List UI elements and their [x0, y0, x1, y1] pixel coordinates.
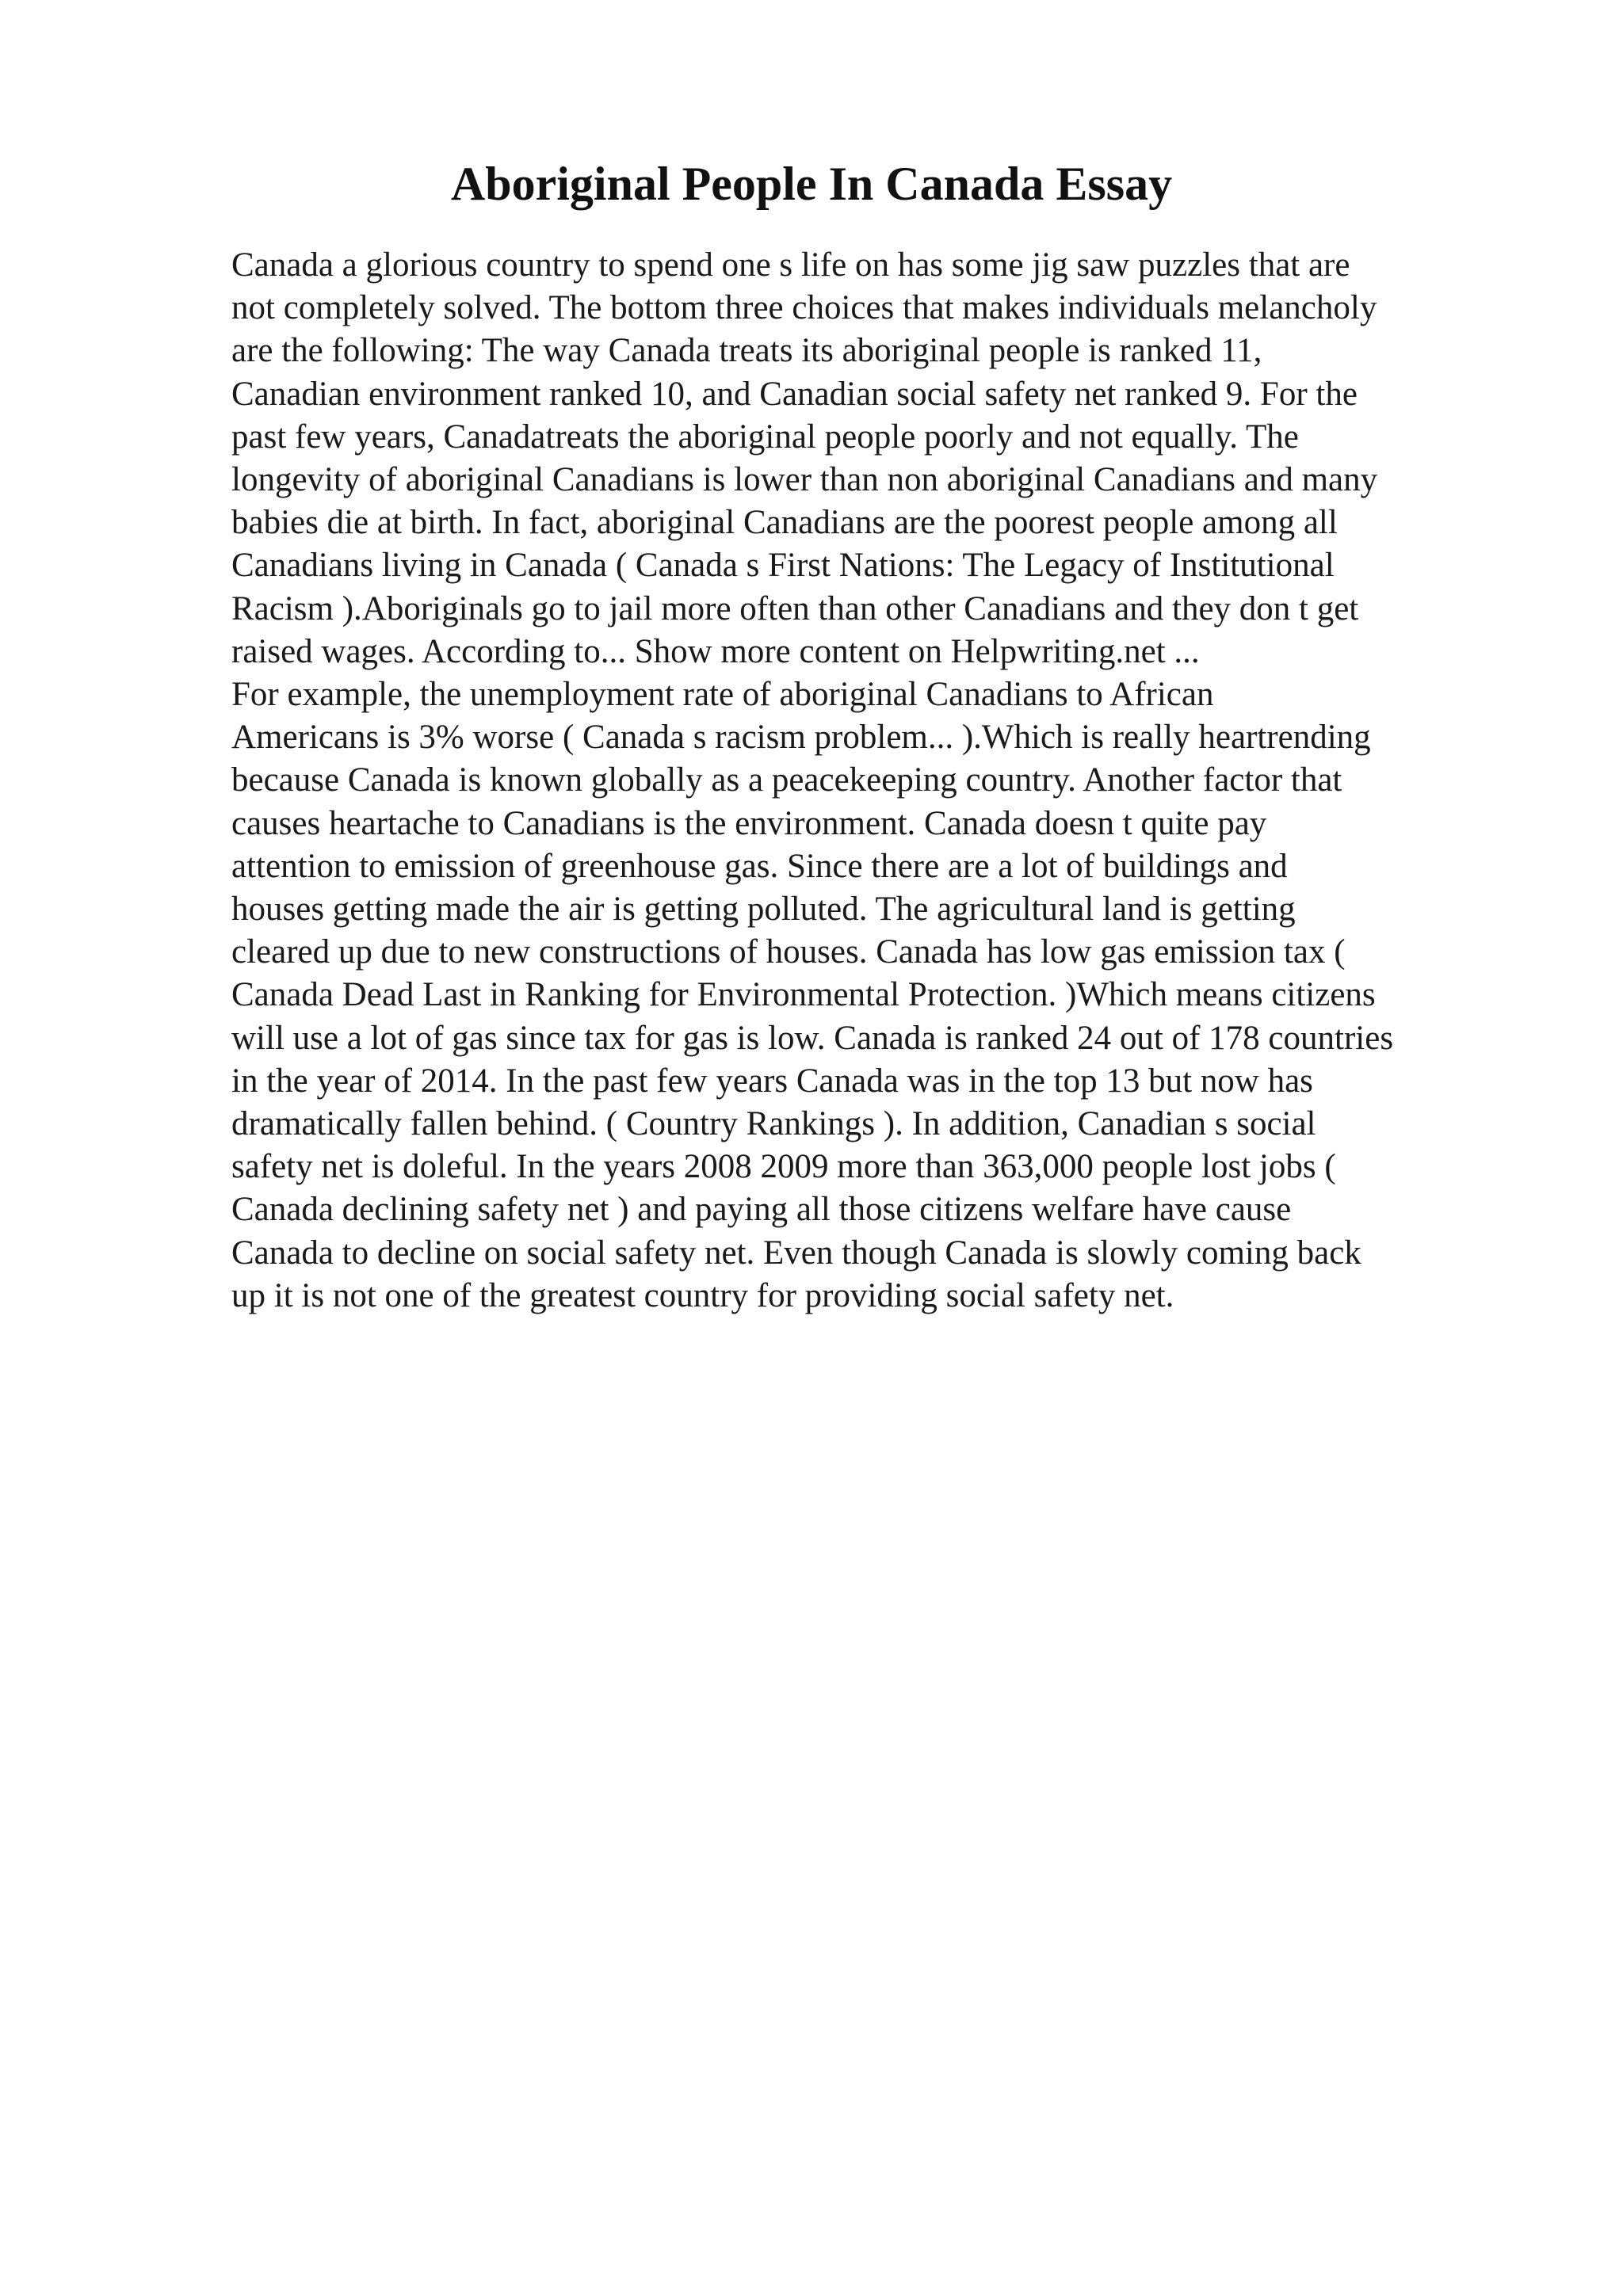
- text-line: houses getting made the air is getting polluted. The agricultural land is getting: [231, 891, 1296, 929]
- text-line: will use a lot of gas since tax for gas is low. Canada is ranked 24 out of 178 countries: [231, 1019, 1394, 1057]
- text-line: not completely solved. The bottom three choices that makes individuals melancholy: [231, 289, 1377, 327]
- text-line: in the year of 2014. In the past few years Canada was in the top 13 but now has: [231, 1062, 1313, 1100]
- text-line: because Canada is known globally as a peacekeeping country. Another factor that: [231, 761, 1342, 799]
- text-line: are the following: The way Canada treats its aboriginal people is ranked 11,: [231, 332, 1262, 370]
- text-line: For example, the unemployment rate of aboriginal Canadians to African: [231, 676, 1214, 714]
- text-line: safety net is doleful. In the years 2008 2009 more than 363,000 people lost jobs (: [231, 1148, 1336, 1186]
- text-line: causes heartache to Canadians is the environment. Canada doesn t quite pay: [231, 804, 1267, 842]
- text-line: past few years, Canadatreats the aboriginal people poorly and not equally. The: [231, 418, 1299, 456]
- text-line: babies die at birth. In fact, aboriginal Canadians are the poorest people among all: [231, 504, 1338, 542]
- text-line: longevity of aboriginal Canadians is lower than non aboriginal Canadians and many: [231, 461, 1378, 499]
- text-line: Americans is 3% worse ( Canada s racism problem... ).Which is really heartrending: [231, 719, 1371, 757]
- essay-body: [231, 244, 1515, 1318]
- text-line: Canada to decline on social safety net. Even though Canada is slowly coming back: [231, 1234, 1361, 1272]
- text-line: Canadian environment ranked 10, and Canadian social safety net ranked 9. For the: [231, 375, 1358, 413]
- text-line: Canada a glorious country to spend one s life on has some jig saw puzzles that are: [231, 246, 1350, 284]
- text-line: Canada Dead Last in Ranking for Environmental Protection. )Which means citizens: [231, 976, 1376, 1014]
- text-line: Canadians living in Canada ( Canada s First Nations: The Legacy of Institutional: [231, 547, 1335, 585]
- text-line: attention to emission of greenhouse gas. Since there are a lot of buildings and: [231, 847, 1288, 885]
- text-line: raised wages. According to... Show more content on Helpwriting.net ...: [231, 632, 1200, 670]
- text-line: cleared up due to new constructions of houses. Canada has low gas emission tax (: [231, 933, 1346, 971]
- document-title: Aboriginal People In Canada Essay: [450, 158, 1173, 210]
- text-line: Canada declining safety net ) and paying all those citizens welfare have cause: [231, 1191, 1292, 1229]
- text-line: up it is not one of the greatest country for providing social safety net.: [231, 1276, 1174, 1314]
- text-line: dramatically fallen behind. ( Country Rankings ). In addition, Canadian s social: [231, 1105, 1316, 1143]
- text-line: Racism ).Aboriginals go to jail more often than other Canadians and they don t get: [231, 589, 1359, 627]
